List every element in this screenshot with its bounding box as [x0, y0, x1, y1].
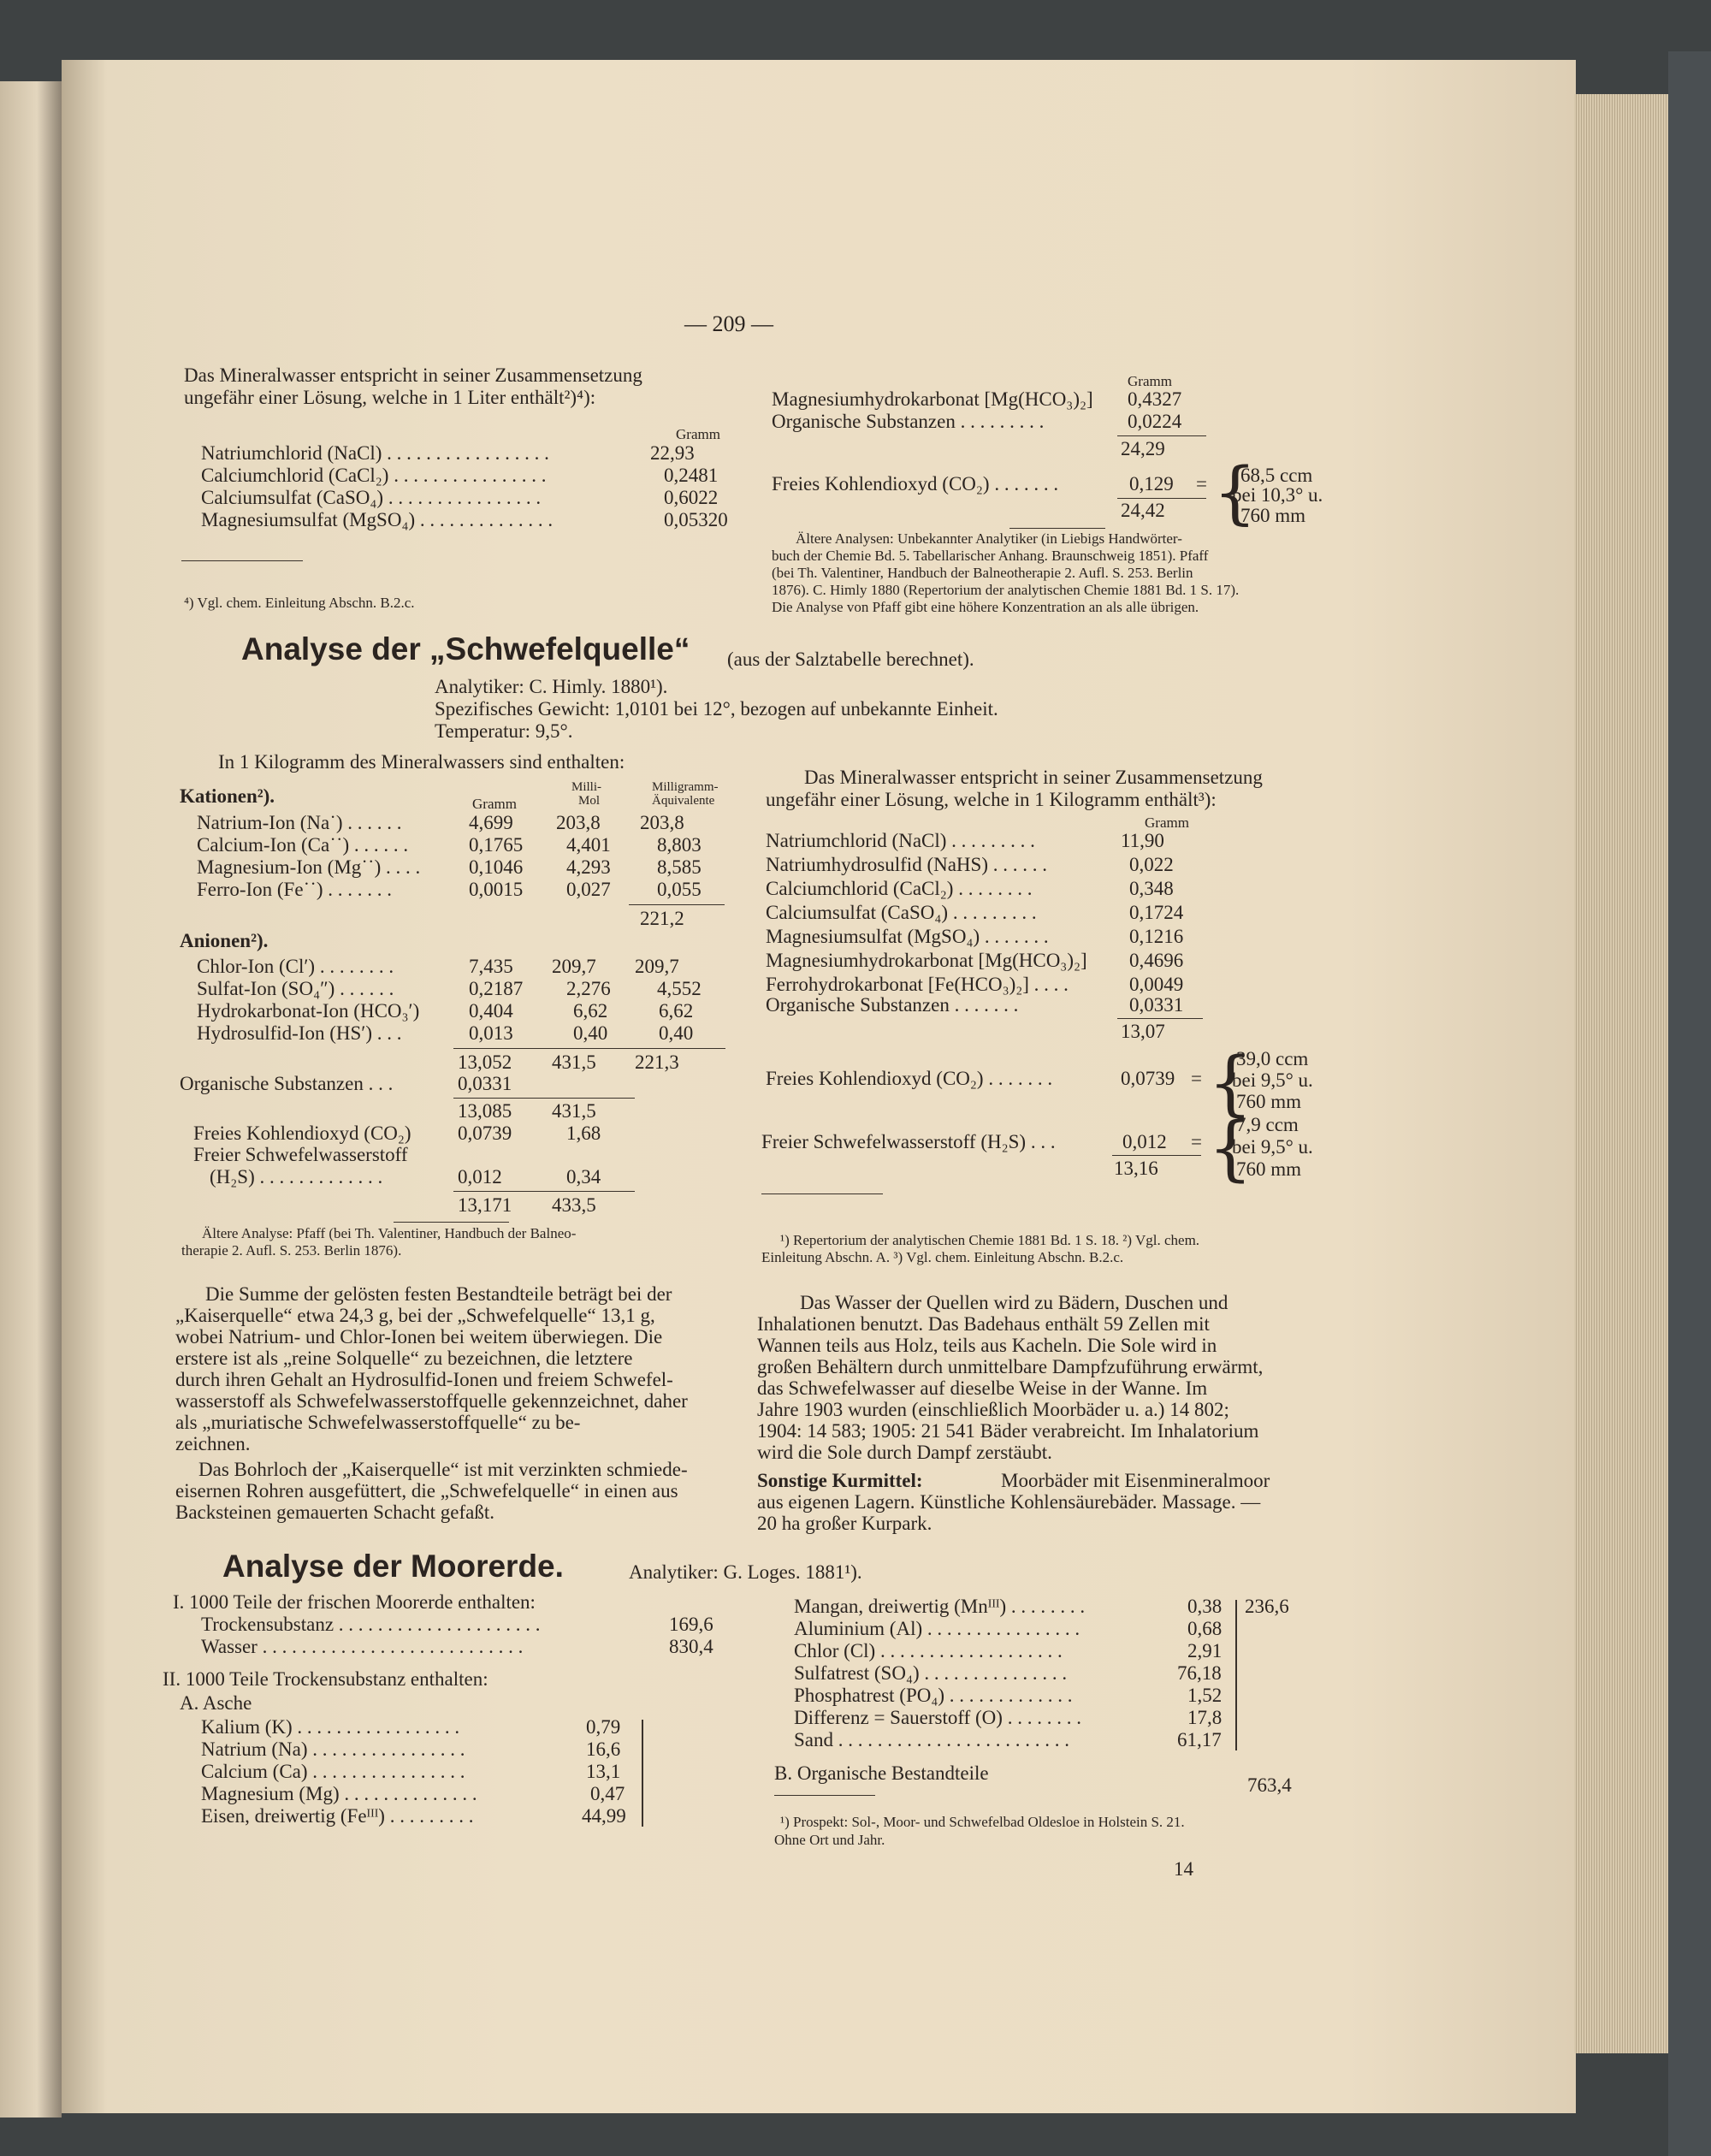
paragraph-line: „Kaiserquelle“ etwa 24,3 g, bei der „Schwefelquelle“ 13,1 g, — [175, 1305, 655, 1326]
asche-value: 13,1 — [586, 1761, 621, 1782]
sr-co2-name: Freies Kohlendioxyd (CO₂) . . . . . . . — [766, 1068, 1053, 1089]
sr-row-name: Calciumsulfat (CaSO₄) . . . . . . . . . — [766, 902, 1037, 923]
anion-gramm: 0,2187 — [469, 978, 524, 999]
tr-equals: = — [1196, 473, 1207, 495]
paragraph-line: großen Behältern durch unmittelbare Dampfzuführung erwärmt, — [757, 1356, 1264, 1377]
sr-row-name: Organische Substanzen . . . . . . . — [766, 994, 1019, 1016]
paragraph-line: erstere ist als „reine Solquelle“ zu bezeichnen, die letztere — [175, 1348, 633, 1369]
kation-name: Magnesium-Ion (Mg˙˙) . . . . — [197, 856, 421, 878]
kation-gramm: 0,1765 — [469, 834, 524, 856]
tl-intro-1: Das Mineralwasser entspricht in seiner Zusammensetzung — [184, 364, 642, 386]
sr-footnote: Einleitung Abschn. A. ³) Vgl. chem. Einleitung Abschn. B.2.c. — [761, 1249, 1124, 1265]
organic-gramm: 0,0331 — [458, 1073, 512, 1094]
kation-mmol: 203,8 — [556, 812, 601, 833]
schwefel-title: Analyse der „Schwefelquelle“ — [241, 631, 690, 666]
moor-analyst: Analytiker: G. Loges. 1881¹). — [629, 1561, 862, 1583]
sr-intro-2: ungefähr einer Lösung, welche in 1 Kilogramm enthält³): — [766, 789, 1217, 810]
asche-value: 2,91 — [1187, 1640, 1223, 1661]
h2s-name-2: (H₂S) . . . . . . . . . . . . . — [210, 1166, 383, 1188]
paragraph-line: Wannen teils aus Holz, teils aus Kacheln. Die Sole wird in — [757, 1335, 1217, 1356]
asche-value: 16,6 — [586, 1738, 621, 1760]
tr-brace-line: 68,5 ccm — [1240, 465, 1313, 486]
kationen-sum-rule — [629, 904, 725, 905]
schwefel-temperature: Temperatur: 9,5°. — [435, 720, 573, 742]
paragraph-line: Die Summe der gelösten festen Bestandteile beträgt bei der — [205, 1283, 672, 1305]
paragraph-line: 1904: 14 583; 1905: 21 541 Bäder verabreicht. Im Inhalatorium — [757, 1420, 1259, 1442]
kation-gramm: 0,0015 — [469, 879, 524, 900]
anion-gramm: 0,013 — [469, 1022, 513, 1044]
paragraph-line: als „muriatische Schwefelwasserstoffquelle“ zu be- — [175, 1412, 581, 1433]
asche-value: 0,68 — [1187, 1618, 1223, 1639]
kation-gramm: 0,1046 — [469, 856, 524, 878]
moor-title: Analyse der Moorerde. — [222, 1549, 564, 1584]
subtotal2-rule — [453, 1098, 635, 1099]
paragraph-line: durch ihren Gehalt an Hydrosulfid-Ionen und freiem Schwefel- — [175, 1369, 673, 1390]
co2-gramm: 0,0739 — [458, 1122, 512, 1144]
paragraph-line: das Schwefelwasser auf dieselbe Weise in der Wanne. Im — [757, 1377, 1208, 1399]
sr-row-value: 0,1724 — [1129, 902, 1184, 923]
anionen-heading: Anionen²). — [180, 930, 269, 951]
sr-h2s-brace-line: 760 mm — [1236, 1158, 1302, 1180]
sr-row-value: 0,022 — [1129, 854, 1174, 875]
tl-footnote-rule — [181, 560, 303, 561]
anion-aeq: 0,40 — [659, 1022, 694, 1044]
anion-gramm: 7,435 — [469, 956, 513, 977]
asche-value: 61,17 — [1177, 1729, 1222, 1750]
total-rule — [453, 1191, 635, 1192]
sr-h2s-value: 0,012 — [1122, 1131, 1167, 1152]
tl-intro-2: ungefähr einer Lösung, welche in 1 Liter enthält²)⁴): — [184, 387, 596, 408]
subtotal-aeq: 221,3 — [635, 1051, 679, 1073]
sr-h2s-brace-line: bei 9,5° u. — [1232, 1136, 1313, 1158]
sr-equals: = — [1191, 1068, 1202, 1089]
h2s-mmol: 0,34 — [566, 1166, 601, 1188]
asche-name: Phosphatrest (PO₄) . . . . . . . . . . . . . — [794, 1685, 1073, 1706]
anion-name: Hydrokarbonat-Ion (HCO₃′) — [197, 1000, 420, 1022]
tr-row-name: Magnesiumhydrokarbonat [Mg(HCO₃)₂] — [772, 388, 1093, 410]
anion-mmol: 209,7 — [552, 956, 596, 977]
tl-row-value: 0,2481 — [664, 465, 719, 486]
kation-aeq: 203,8 — [640, 812, 684, 833]
asche-name: Kalium (K) . . . . . . . . . . . . . . . . . — [201, 1716, 460, 1738]
signature-mark: 14 — [1174, 1858, 1193, 1880]
asche-value: 0,47 — [590, 1783, 625, 1804]
h2s-name: Freier Schwefelwasserstoff — [193, 1144, 408, 1165]
tr-brace-line: 760 mm — [1240, 505, 1306, 526]
page-edges — [1574, 94, 1668, 2053]
asche-bracket-left — [642, 1720, 643, 1827]
paragraph-line: Inhalationen benutzt. Das Badehaus enthält 59 Zellen mit — [757, 1313, 1210, 1335]
kurmittel-text: aus eigenen Lagern. Künstliche Kohlensäurebäder. Massage. — — [757, 1491, 1261, 1513]
paragraph-line: wobei Natrium- und Chlor-Ionen bei weitem überwiegen. Die — [175, 1326, 663, 1348]
tr-older-line: Ältere Analysen: Unbekannter Analytiker (in Liebigs Handwörter- — [796, 530, 1182, 547]
asche-sum: 236,6 — [1245, 1596, 1289, 1617]
tr-older-rule — [1009, 528, 1105, 529]
tl-row-name: Natriumchlorid (NaCl) . . . . . . . . . . . . . . . . . — [201, 442, 549, 464]
anion-name: Sulfat-Ion (SO₄″) . . . . . . — [197, 978, 394, 999]
moor-footnote: ¹) Prospekt: Sol-, Moor- und Schwefelbad Oldesloe in Holstein S. 21. — [780, 1814, 1185, 1830]
anion-mmol: 2,276 — [566, 978, 611, 999]
tl-row-name: Calciumchlorid (CaCl₂) . . . . . . . . . . . . . . . . — [201, 465, 547, 486]
kation-aeq: 8,803 — [657, 834, 702, 856]
asche-name: Eisen, dreiwertig (Feᴵᴵᴵ) . . . . . . . . . — [201, 1805, 474, 1827]
sr-row-value: 0,0049 — [1129, 974, 1184, 995]
moor-section-2: II. 1000 Teile Trockensubstanz enthalten: — [163, 1668, 488, 1690]
kation-mmol: 4,401 — [566, 834, 611, 856]
sr-total-rule — [1112, 1155, 1201, 1156]
paragraph-line: wasserstoff als Schwefelwasserstoffquelle gekennzeichnet, daher — [175, 1390, 688, 1412]
subtotal-rule — [453, 1048, 725, 1049]
tl-unit: Gramm — [676, 426, 720, 442]
schwefel-older: Ältere Analyse: Pfaff (bei Th. Valentiner, Handbuch der Balneo- — [202, 1225, 577, 1241]
col-aequiv: Milligramm- — [652, 780, 719, 794]
asche-value: 0,38 — [1187, 1596, 1223, 1617]
asche-value: 17,8 — [1187, 1707, 1223, 1728]
organic-label: B. Organische Bestandteile — [774, 1762, 989, 1784]
kurmittel-text: Moorbäder mit Eisenmineralmoor — [1001, 1470, 1270, 1491]
anion-gramm: 0,404 — [469, 1000, 513, 1022]
subtotal-gramm: 13,052 — [458, 1051, 512, 1073]
organic-name: Organische Substanzen . . . — [180, 1073, 394, 1094]
asche-value: 1,52 — [1187, 1685, 1223, 1706]
sr-co2-brace: { — [1208, 1043, 1253, 1124]
sr-unit: Gramm — [1145, 814, 1189, 831]
kation-aeq: 0,055 — [657, 879, 702, 900]
sr-co2-value: 0,0739 — [1121, 1068, 1175, 1089]
kation-gramm: 4,699 — [469, 812, 513, 833]
older-rule — [394, 1222, 509, 1223]
sr-row-name: Magnesiumsulfat (MgSO₄) . . . . . . . — [766, 926, 1049, 947]
kationen-sum: 221,2 — [640, 908, 684, 929]
anion-mmol: 0,40 — [573, 1022, 608, 1044]
subtotal-mmol: 431,5 — [552, 1051, 596, 1073]
tr-co2-value: 0,129 — [1129, 473, 1174, 495]
tr-older-line: Die Analyse von Pfaff gibt eine höhere Konzentration an als alle übrigen. — [772, 599, 1199, 615]
schwefel-older: therapie 2. Aufl. S. 253. Berlin 1876). — [181, 1242, 402, 1259]
subtotal2-gramm: 13,085 — [458, 1100, 512, 1122]
tl-row-name: Calciumsulfat (CaSO₄) . . . . . . . . . . . . . . . . — [201, 487, 542, 508]
sr-sum-rule — [1117, 1018, 1203, 1019]
moor-footnote-rule — [774, 1795, 875, 1796]
asche-name: Chlor (Cl) . . . . . . . . . . . . . . . . . . . — [794, 1640, 1063, 1661]
tr-brace: { — [1213, 453, 1257, 532]
col-gramm: Gramm — [472, 796, 517, 812]
sr-row-name: Ferrohydrokarbonat [Fe(HCO₃)₂] . . . . — [766, 974, 1069, 995]
tr-sum: 24,29 — [1121, 438, 1165, 459]
co2-mmol: 1,68 — [566, 1122, 601, 1144]
paragraph-line: Jahre 1903 wurden (einschließlich Moorbäder u. a.) 14 802; — [757, 1399, 1229, 1420]
asche-name: Natrium (Na) . . . . . . . . . . . . . . . . — [201, 1738, 465, 1760]
col-aequiv: Äquivalente — [652, 794, 715, 808]
subtotal2-mmol: 431,5 — [552, 1100, 596, 1122]
sr-total: 13,16 — [1114, 1158, 1158, 1179]
kation-name: Natrium-Ion (Na˙) . . . . . . — [197, 812, 402, 833]
schwefel-intro: In 1 Kilogramm des Mineralwassers sind enthalten: — [218, 751, 625, 773]
tr-row-value: 0,0224 — [1128, 411, 1182, 432]
anion-aeq: 6,62 — [659, 1000, 694, 1022]
tr-co2-name: Freies Kohlendioxyd (CO₂) . . . . . . . — [772, 473, 1059, 495]
sr-row-value: 0,348 — [1129, 878, 1174, 899]
moor-footnote: Ohne Ort und Jahr. — [774, 1832, 885, 1848]
anion-aeq: 209,7 — [635, 956, 679, 977]
sr-co2-brace-line: 39,0 ccm — [1236, 1048, 1309, 1069]
kation-mmol: 4,293 — [566, 856, 611, 878]
sr-equals: = — [1191, 1131, 1202, 1152]
tl-row-value: 0,6022 — [664, 487, 719, 508]
asche-bracket-right — [1235, 1600, 1237, 1750]
asche-name: Calcium (Ca) . . . . . . . . . . . . . . . . — [201, 1761, 465, 1782]
asche-name: Sand . . . . . . . . . . . . . . . . . . . . . . . . — [794, 1729, 1069, 1750]
page-number: — 209 — — [684, 311, 773, 336]
kation-aeq: 8,585 — [657, 856, 702, 878]
sr-co2-brace-line: 760 mm — [1236, 1091, 1302, 1112]
sr-co2-brace-line: bei 9,5° u. — [1232, 1069, 1313, 1091]
tl-footnote: ⁴) Vgl. chem. Einleitung Abschn. B.2.c. — [184, 595, 415, 611]
sr-row-value: 0,1216 — [1129, 926, 1184, 947]
tl-row-value: 0,05320 — [664, 509, 728, 530]
sr-row-name: Natriumhydrosulfid (NaHS) . . . . . . — [766, 854, 1047, 875]
kation-mmol: 0,027 — [566, 879, 611, 900]
asche-value: 44,99 — [582, 1805, 626, 1827]
tr-older-line: 1876). C. Himly 1880 (Repertorium der analytischen Chemie 1881 Bd. 1 S. 17). — [772, 582, 1240, 598]
col-millimol: Mol — [578, 794, 601, 808]
anion-name: Chlor-Ion (Cl′) . . . . . . . . — [197, 956, 394, 977]
asche-name: Differenz = Sauerstoff (O) . . . . . . . . — [794, 1707, 1081, 1728]
tr-sum-rule — [1117, 435, 1206, 436]
anion-aeq: 4,552 — [657, 978, 702, 999]
tr-older-line: (bei Th. Valentiner, Handbuch der Balneotherapie 2. Aufl. S. 253. Berlin — [772, 565, 1193, 581]
paragraph-line: Das Wasser der Quellen wird zu Bädern, Duschen und — [800, 1292, 1228, 1313]
sr-row-name: Calciumchlorid (CaCl₂) . . . . . . . . — [766, 878, 1033, 899]
sr-footnote: ¹) Repertorium der analytischen Chemie 1881 Bd. 1 S. 18. ²) Vgl. chem. — [780, 1232, 1200, 1248]
book-binding — [1668, 51, 1711, 2156]
col-millimol: Milli- — [571, 780, 602, 794]
paragraph-line: Das Bohrloch der „Kaiserquelle“ ist mit verzinkten schmiede- — [198, 1459, 688, 1480]
moor-section-1: I. 1000 Teile der frischen Moorerde enthalten: — [173, 1591, 536, 1613]
sr-row-value: 0,4696 — [1129, 950, 1184, 971]
sr-h2s-brace-line: 7,9 ccm — [1236, 1114, 1299, 1135]
sr-row-name: Natriumchlorid (NaCl) . . . . . . . . . — [766, 830, 1035, 851]
co2-name: Freies Kohlendioxyd (CO₂) — [193, 1122, 411, 1144]
moor-asche: A. Asche — [180, 1692, 252, 1714]
tr-total: 24,42 — [1121, 500, 1165, 521]
sr-sum: 13,07 — [1121, 1021, 1165, 1042]
total-mmol: 433,5 — [552, 1194, 596, 1216]
anion-name: Hydrosulfid-Ion (HS′) . . . — [197, 1022, 402, 1044]
paragraph-line: Backsteinen gemauerten Schacht gefaßt. — [175, 1502, 494, 1523]
asche-value: 0,79 — [586, 1716, 621, 1738]
sr-h2s-name: Freier Schwefelwasserstoff (H₂S) . . . — [761, 1131, 1056, 1152]
h2s-gramm: 0,012 — [458, 1166, 502, 1188]
kationen-heading: Kationen²). — [180, 785, 275, 807]
asche-name: Sulfatrest (SO₄) . . . . . . . . . . . . . . . — [794, 1662, 1068, 1684]
sr-intro-1: Das Mineralwasser entspricht in seiner Zusammensetzung — [804, 767, 1263, 788]
paragraph-line: eisernen Rohren ausgefüttert, die „Schwefelquelle“ in einen aus — [175, 1480, 678, 1502]
tl-row-value: 22,93 — [650, 442, 695, 464]
left-page-edge — [0, 81, 62, 2118]
sr-row-value: 11,90 — [1121, 830, 1164, 851]
sr-row-name: Magnesiumhydrokarbonat [Mg(HCO₃)₂] — [766, 950, 1087, 971]
tr-row-name: Organische Substanzen . . . . . . . . . — [772, 411, 1045, 432]
schwefel-analyst: Analytiker: C. Himly. 1880¹). — [435, 676, 668, 697]
moor-row-value: 830,4 — [669, 1636, 713, 1657]
organic-value: 763,4 — [1247, 1774, 1292, 1796]
moor-row-name: Wasser . . . . . . . . . . . . . . . . . . . . . . . . . . . — [201, 1636, 524, 1657]
anion-mmol: 6,62 — [573, 1000, 608, 1022]
sr-h2s-brace: { — [1208, 1108, 1253, 1189]
tr-row-value: 0,4327 — [1128, 388, 1182, 410]
paragraph-line: zeichnen. — [175, 1433, 251, 1454]
asche-value: 76,18 — [1177, 1662, 1222, 1684]
tr-brace-line: bei 10,3° u. — [1232, 484, 1323, 506]
asche-name: Aluminium (Al) . . . . . . . . . . . . . . . . — [794, 1618, 1080, 1639]
tl-row-name: Magnesiumsulfat (MgSO₄) . . . . . . . . . . . . . . — [201, 509, 554, 530]
kation-name: Calcium-Ion (Ca˙˙) . . . . . . — [197, 834, 409, 856]
kurmittel-label: Sonstige Kurmittel: — [757, 1470, 923, 1491]
tr-older-line: buch der Chemie Bd. 5. Tabellarischer Anhang. Braunschweig 1851). Pfaff — [772, 548, 1209, 564]
tr-unit: Gramm — [1128, 373, 1172, 389]
kation-name: Ferro-Ion (Fe˙˙) . . . . . . . — [197, 879, 393, 900]
tr-total-rule — [1117, 498, 1206, 499]
kurmittel-text: 20 ha großer Kurpark. — [757, 1513, 932, 1534]
asche-name: Mangan, dreiwertig (Mnᴵᴵᴵ) . . . . . . . . — [794, 1596, 1086, 1617]
sr-row-value: 0,0331 — [1129, 994, 1184, 1016]
total-gramm: 13,171 — [458, 1194, 512, 1216]
moor-row-value: 169,6 — [669, 1614, 713, 1635]
moor-row-name: Trockensubstanz . . . . . . . . . . . . . . . . . . . . . — [201, 1614, 541, 1635]
asche-name: Magnesium (Mg) . . . . . . . . . . . . . . — [201, 1783, 477, 1804]
schwefel-title-note: (aus der Salztabelle berechnet). — [727, 649, 974, 670]
schwefel-density: Spezifisches Gewicht: 1,0101 bei 12°, bezogen auf unbekannte Einheit. — [435, 698, 998, 720]
paragraph-line: wird die Sole durch Dampf zerstäubt. — [757, 1442, 1052, 1463]
